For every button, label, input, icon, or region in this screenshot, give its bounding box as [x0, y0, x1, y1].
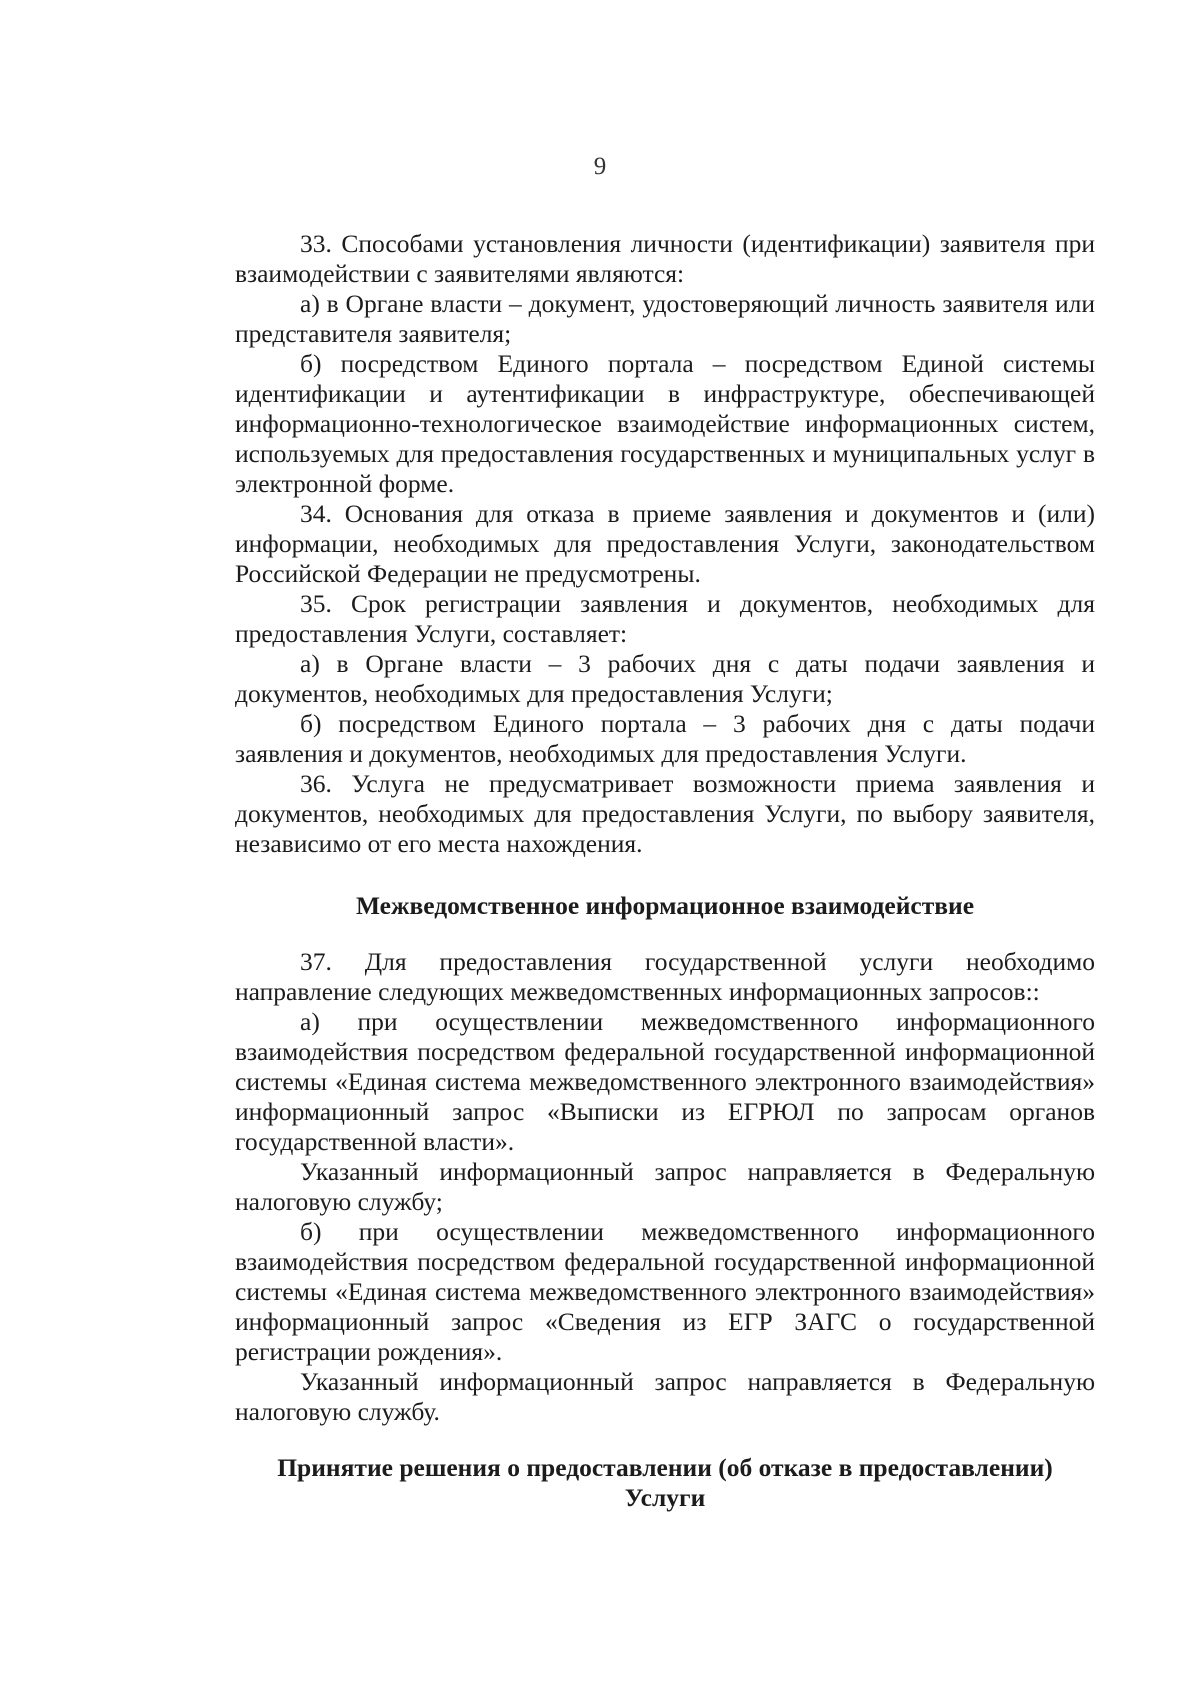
paragraph-35: 35. Срок регистрации заявления и документов, необходимых для предоставления Услуги, составляет: — [235, 589, 1095, 648]
paragraph-34: 34. Основания для отказа в приеме заявления и документов и (или) информации, необходимых для предоставления Услуги, законодательством Российской Федерации не предусмотрены. — [235, 499, 1095, 588]
section-heading-decision — [235, 1453, 1095, 1513]
paragraphs-block-2 — [235, 947, 1095, 1427]
paragraph-37b-note: Указанный информационный запрос направляется в Федеральную налоговую службу. — [235, 1367, 1095, 1426]
section-heading-line-2: Услуги — [624, 1483, 706, 1512]
paragraph-33: 33. Способами установления личности (идентификации) заявителя при взаимодействии с заявителями являются: — [235, 229, 1095, 288]
paragraph-37a-note: Указанный информационный запрос направляется в Федеральную налоговую службу; — [235, 1157, 1095, 1216]
paragraphs-block-1 — [235, 229, 1095, 859]
paragraph-37a: а) при осуществлении межведомственного информационного взаимодействия посредством федеральной государственной информационной системы «Единая система межведомственного электронного взаимодействия» информационный запрос «Выписки из ЕГРЮЛ по запросам органов государственной власти». — [235, 1007, 1095, 1156]
paragraph-33a: а) в Органе власти – документ, удостоверяющий личность заявителя или представителя заявителя; — [235, 289, 1095, 348]
paragraph-35b: б) посредством Единого портала – 3 рабочих дня с даты подачи заявления и документов, необходимых для предоставления Услуги. — [235, 709, 1095, 768]
section-heading-interagency — [235, 891, 1095, 921]
paragraph-35a: а) в Органе власти – 3 рабочих дня с даты подачи заявления и документов, необходимых для предоставления Услуги; — [235, 649, 1095, 708]
paragraph-37b: б) при осуществлении межведомственного информационного взаимодействия посредством федеральной государственной информационной системы «Единая система межведомственного электронного взаимодействия» информационный запрос «Сведения из ЕГР ЗАГС о государственной регистрации рождения». — [235, 1217, 1095, 1366]
paragraph-36: 36. Услуга не предусматривает возможности приема заявления и документов, необходимых для предоставления Услуги, по выбору заявителя, независимо от его места нахождения. — [235, 769, 1095, 858]
paragraph-37: 37. Для предоставления государственной услуги необходимо направление следующих межведомственных информационных запросов:: — [235, 947, 1095, 1006]
section-heading-line-1: Принятие решения о предоставлении (об отказе в предоставлении) — [277, 1453, 1053, 1482]
paragraph-33b: б) посредством Единого портала – посредством Единой системы идентификации и аутентификации в инфраструктуре, обеспечивающей информационно-технологическое взаимодействие информационных систем, используемых для предоставления государственных и муниципальных услуг в электронной форме. — [235, 349, 1095, 498]
page-number: 9 — [593, 153, 607, 180]
section-heading-text: Межведомственное информационное взаимодействие — [355, 891, 975, 920]
